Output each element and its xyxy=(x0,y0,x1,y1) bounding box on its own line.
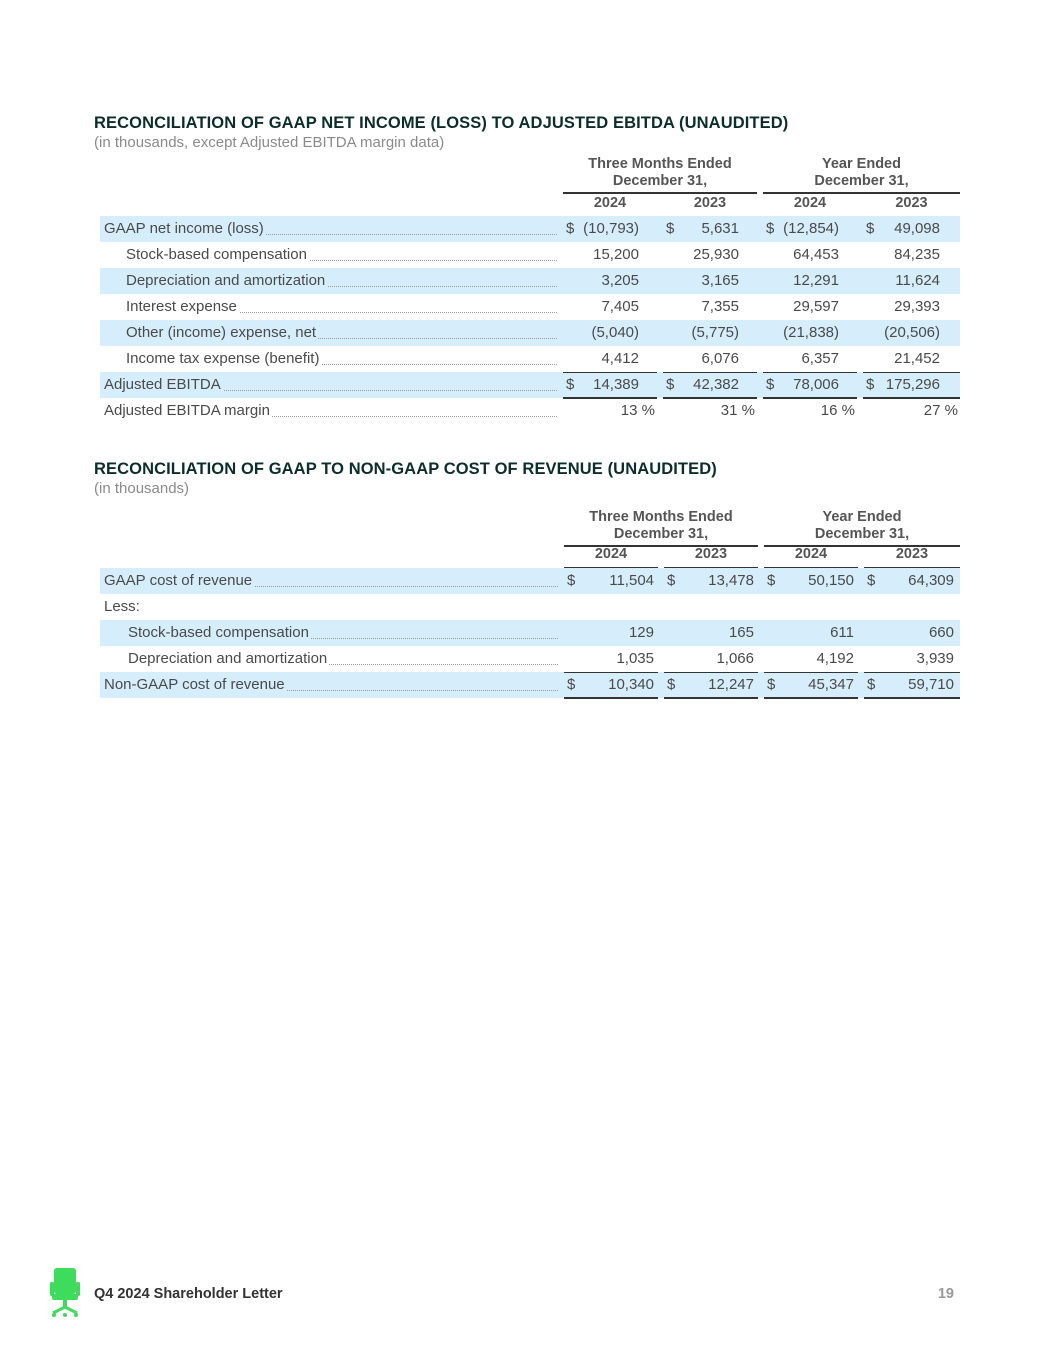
value-text: 29,597 xyxy=(793,298,839,315)
value-cell xyxy=(764,594,858,620)
value-text: 59,710 xyxy=(908,676,954,693)
row-label: Other (income) expense, net xyxy=(126,320,557,346)
year-header: 2023 xyxy=(895,195,928,211)
row-label: Stock-based compensation xyxy=(128,620,558,646)
value-text: 14,389 xyxy=(593,376,639,393)
value-text: 11,504 xyxy=(609,572,654,589)
value-text: 64,453 xyxy=(793,246,839,263)
group-header-line1: Three Months Ended xyxy=(588,156,732,172)
value-cell xyxy=(764,620,858,646)
table-row xyxy=(100,620,960,646)
value-text: 45,347 xyxy=(808,676,854,693)
value-cell xyxy=(864,672,960,698)
value-text: 611 xyxy=(830,624,854,641)
currency-symbol: $ xyxy=(666,220,675,237)
year-header: 2023 xyxy=(693,195,727,211)
currency-symbol: $ xyxy=(766,376,775,393)
value-text: 129 xyxy=(628,624,654,641)
three-months-header xyxy=(563,156,757,190)
currency-symbol: $ xyxy=(566,376,575,393)
value-cell xyxy=(863,372,960,398)
value-text: 1,035 xyxy=(616,650,654,667)
table-row xyxy=(100,646,960,672)
value-text: (5,775) xyxy=(691,324,739,341)
table-row xyxy=(100,398,960,424)
value-cell xyxy=(864,646,960,672)
table-row xyxy=(100,372,960,398)
value-cell xyxy=(664,672,758,698)
value-cell xyxy=(663,346,757,372)
group-header-line1: Year Ended xyxy=(822,156,901,172)
group-header-line2: December 31, xyxy=(612,173,708,189)
group-header-line2: December 31, xyxy=(814,526,910,542)
value-text: 4,192 xyxy=(816,650,854,667)
row-label: Depreciation and amortization xyxy=(126,268,557,294)
value-cell xyxy=(563,268,657,294)
value-text: 12,291 xyxy=(793,272,839,289)
value-text: 21,452 xyxy=(894,350,940,367)
value-cell xyxy=(663,294,757,320)
table-row xyxy=(100,594,960,620)
value-text: 11,624 xyxy=(895,272,940,289)
value-cell xyxy=(863,216,960,242)
value-text: 27 % xyxy=(923,402,958,419)
year-header: 2023 xyxy=(694,546,728,562)
group-header-line1: Year Ended xyxy=(822,509,902,525)
row-label: Non-GAAP cost of revenue xyxy=(104,672,558,698)
value-cell xyxy=(664,646,758,672)
value-cell xyxy=(763,398,857,424)
value-text: 3,165 xyxy=(701,272,739,289)
value-cell xyxy=(664,568,758,594)
value-text: 49,098 xyxy=(894,220,940,237)
value-cell xyxy=(564,646,658,672)
row-label: Less: xyxy=(104,598,140,615)
value-text: 660 xyxy=(928,624,954,641)
value-text: 15,200 xyxy=(593,246,639,263)
value-cell xyxy=(764,672,858,698)
value-text: 31 % xyxy=(720,402,755,419)
currency-symbol: $ xyxy=(567,676,576,693)
row-label: Depreciation and amortization xyxy=(128,646,558,672)
value-text: (21,838) xyxy=(783,324,839,341)
value-cell xyxy=(563,320,657,346)
value-cell xyxy=(864,568,960,594)
currency-symbol: $ xyxy=(766,220,775,237)
cost-of-revenue-subtitle: (in thousands) xyxy=(94,480,190,497)
value-cell xyxy=(763,242,857,268)
value-cell xyxy=(763,216,857,242)
three-months-header xyxy=(564,509,758,543)
value-text: 64,309 xyxy=(908,572,954,589)
row-label: Income tax expense (benefit) xyxy=(126,346,557,372)
year-header: 2023 xyxy=(895,546,929,562)
value-cell xyxy=(563,398,657,424)
currency-symbol: $ xyxy=(767,572,776,589)
office-chair-icon xyxy=(50,1268,80,1323)
group-header-line2: December 31, xyxy=(613,526,709,542)
value-cell xyxy=(763,268,857,294)
group-header-line1: Three Months Ended xyxy=(589,509,733,525)
value-text: (20,506) xyxy=(884,324,940,341)
year-header: 2024 xyxy=(794,546,828,562)
value-text: (5,040) xyxy=(591,324,639,341)
currency-symbol: $ xyxy=(867,572,876,589)
value-text: 6,076 xyxy=(701,350,739,367)
currency-symbol: $ xyxy=(567,572,576,589)
table-row xyxy=(100,268,960,294)
currency-symbol: $ xyxy=(767,676,776,693)
year-header: 2024 xyxy=(594,546,628,562)
value-cell xyxy=(563,294,657,320)
value-cell xyxy=(563,242,657,268)
table-row xyxy=(100,346,960,372)
table-row xyxy=(100,568,960,594)
currency-symbol: $ xyxy=(866,220,875,237)
value-cell xyxy=(863,346,960,372)
currency-symbol: $ xyxy=(566,220,575,237)
group-header-line2: December 31, xyxy=(814,173,909,189)
value-text: 175,296 xyxy=(885,376,940,393)
value-cell xyxy=(663,372,757,398)
value-cell xyxy=(564,620,658,646)
value-text: 165 xyxy=(728,624,754,641)
ebitda-section xyxy=(94,114,964,151)
value-text: 3,205 xyxy=(601,272,639,289)
table-row xyxy=(100,242,960,268)
value-cell xyxy=(764,568,858,594)
value-cell xyxy=(863,242,960,268)
value-cell xyxy=(663,398,757,424)
value-text: 10,340 xyxy=(608,676,654,693)
value-cell xyxy=(664,620,758,646)
cost-of-revenue-section xyxy=(94,460,964,497)
value-text: 16 % xyxy=(820,402,855,419)
value-cell xyxy=(863,294,960,320)
table-row xyxy=(100,294,960,320)
currency-symbol: $ xyxy=(666,376,675,393)
page-number: 19 xyxy=(937,1286,954,1302)
table-row xyxy=(100,320,960,346)
value-text: 42,382 xyxy=(693,376,739,393)
value-text: 13 % xyxy=(620,402,655,419)
row-label: Adjusted EBITDA xyxy=(104,372,557,398)
value-text: 29,393 xyxy=(894,298,940,315)
ebitda-title: RECONCILIATION OF GAAP NET INCOME (LOSS) TO ADJUSTED EBITDA (UNAUDITED) xyxy=(94,114,789,132)
year-header: 2024 xyxy=(593,195,627,211)
value-cell xyxy=(663,320,757,346)
table-row xyxy=(100,672,960,698)
value-cell xyxy=(863,320,960,346)
value-cell xyxy=(563,372,657,398)
value-cell xyxy=(764,646,858,672)
year-header: 2024 xyxy=(793,195,827,211)
value-text: 12,247 xyxy=(708,676,754,693)
value-cell xyxy=(663,242,757,268)
value-cell xyxy=(663,216,757,242)
value-cell xyxy=(863,398,960,424)
value-cell xyxy=(763,372,857,398)
currency-symbol: $ xyxy=(667,572,676,589)
row-label: Stock-based compensation xyxy=(126,242,557,268)
ebitda-table xyxy=(100,155,960,425)
currency-symbol: $ xyxy=(867,676,876,693)
value-text: (10,793) xyxy=(583,220,639,237)
value-cell xyxy=(563,346,657,372)
value-cell xyxy=(563,216,657,242)
cost-of-revenue-title: RECONCILIATION OF GAAP TO NON-GAAP COST OF REVENUE (UNAUDITED) xyxy=(94,460,717,478)
value-text: 6,357 xyxy=(801,350,839,367)
value-text: 50,150 xyxy=(808,572,854,589)
currency-symbol: $ xyxy=(667,676,676,693)
value-cell xyxy=(863,268,960,294)
value-cell xyxy=(763,294,857,320)
year-ended-header xyxy=(764,509,960,543)
value-cell xyxy=(864,594,960,620)
value-text: 7,355 xyxy=(701,298,739,315)
row-label: GAAP cost of revenue xyxy=(104,568,558,594)
value-text: 7,405 xyxy=(601,298,639,315)
value-cell xyxy=(864,620,960,646)
value-cell xyxy=(763,320,857,346)
value-cell xyxy=(664,594,758,620)
value-text: 78,006 xyxy=(793,376,839,393)
value-text: 13,478 xyxy=(708,572,754,589)
row-label: GAAP net income (loss) xyxy=(104,216,557,242)
value-text: 1,066 xyxy=(716,650,754,667)
value-cell xyxy=(663,268,757,294)
row-label: Interest expense xyxy=(126,294,557,320)
value-cell xyxy=(564,672,658,698)
value-text: 25,930 xyxy=(693,246,739,263)
table-row xyxy=(100,216,960,242)
value-text: 84,235 xyxy=(894,246,940,263)
value-cell xyxy=(763,346,857,372)
year-ended-header xyxy=(763,156,960,190)
value-text: 3,939 xyxy=(916,650,954,667)
row-label: Adjusted EBITDA margin xyxy=(104,398,557,424)
currency-symbol: $ xyxy=(866,376,875,393)
footer-title: Q4 2024 Shareholder Letter xyxy=(94,1286,283,1302)
value-cell xyxy=(564,568,658,594)
value-text: 4,412 xyxy=(601,350,639,367)
ebitda-subtitle: (in thousands, except Adjusted EBITDA margin data) xyxy=(94,134,445,151)
value-cell xyxy=(564,594,658,620)
value-text: (12,854) xyxy=(783,220,839,237)
value-text: 5,631 xyxy=(701,220,739,237)
cost-of-revenue-table xyxy=(100,508,960,703)
